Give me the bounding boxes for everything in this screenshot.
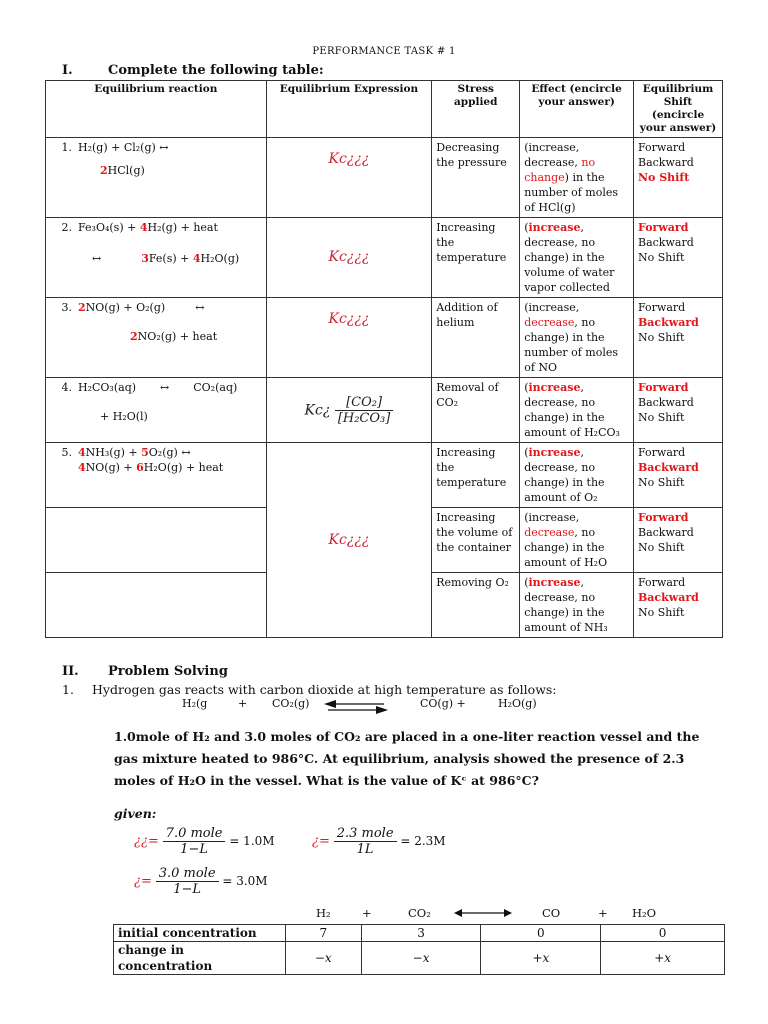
effect-cell: (increase, decrease, no change) in the number of moles of NO [520, 298, 634, 378]
given-h2: ¿¿= $\frac{\text{7.0 mole}}{1-L}$ = 1.0M [134, 826, 275, 857]
header-reaction: Equilibrium reaction [46, 81, 267, 138]
equation-plus: + [238, 697, 248, 710]
section-instruction: Complete the following table: [108, 63, 324, 78]
given-h2o: ¿= $\frac{\text{2.3 mole}}{1L}$ = 2.3M [312, 826, 446, 857]
problem-number: 1. [62, 682, 74, 697]
table-row [46, 218, 723, 298]
shift-cell: Forward Backward No Shift [634, 218, 723, 298]
header-shift: Equilibrium Shift (encircle your answer) [634, 81, 723, 138]
expression-cell: Kc¿ $\frac{\text{[CO₂]}}{\text{[H₂CO₃]}}$ [266, 378, 432, 443]
given-label: given: [114, 806, 157, 821]
equation-co: CO(g) + [420, 697, 466, 710]
table-header-row [46, 81, 723, 138]
stress-cell: Decreasing the pressure [432, 138, 520, 218]
shift-cell: Forward Backward No Shift [634, 573, 723, 638]
section2-number: II. [62, 664, 79, 679]
effect-cell: (increase, decrease, no change) in the amount of H₂O [520, 508, 634, 573]
stress-cell: Addition of helium [432, 298, 520, 378]
double-arrow-icon [452, 908, 514, 918]
equation-co2: CO₂(g) [272, 697, 310, 710]
section-number: I. [62, 63, 73, 78]
table-row: initial concentration 7 3 0 0 [114, 925, 725, 942]
header-expression: Equilibrium Expression [266, 81, 432, 138]
equilibrium-arrow-icon [322, 699, 390, 715]
reaction-cell: 4. H₂CO₃(aq) ↔ CO₂(aq) + H₂O(l) [46, 378, 267, 443]
ice-co2: CO₂ [408, 906, 431, 920]
reaction-cell: 2. Fe₃O₄(s) + 4H₂(g) + heat ↔ 3Fe(s) + 4H₂O(g) [46, 218, 267, 298]
ice-plus: + [362, 906, 372, 920]
header-stress: Stress applied [432, 81, 520, 138]
equilibrium-table [45, 80, 723, 638]
table-row [46, 443, 723, 508]
ice-table [113, 924, 725, 975]
table-row [46, 298, 723, 378]
shift-cell: Forward Backward No Shift [634, 298, 723, 378]
table-row: change in concentration −x −x +x +x [114, 942, 725, 975]
shift-cell: Forward Backward No Shift [634, 378, 723, 443]
reaction-cell: 3. 2NO(g) + O₂(g) ↔ 2NO₂(g) + heat [46, 298, 267, 378]
stress-cell: Removal of CO₂ [432, 378, 520, 443]
stress-cell: Increasing the temperature [432, 443, 520, 508]
shift-cell: Forward Backward No Shift [634, 443, 723, 508]
table-row [46, 378, 723, 443]
reaction-cell-empty [46, 573, 267, 638]
effect-cell: (increase, decrease, no change) in the number of moles of HCl(g) [520, 138, 634, 218]
ice-co: CO [542, 906, 561, 920]
reaction-cell: 5. 4NH₃(g) + 5O₂(g) ↔ 4NO(g) + 6H₂O(g) + heat [46, 443, 267, 508]
page-title: PERFORMANCE TASK # 1 [312, 46, 456, 57]
shift-cell: Forward Backward No Shift [634, 508, 723, 573]
table-row [46, 138, 723, 218]
shift-cell: Forward Backward No Shift [634, 138, 723, 218]
problem-statement: 1.0mole of H₂ and 3.0 moles of CO₂ are placed in a one-liter reaction vessel and the gas mixture heated to 986°C. At equilibrium, analysis showed the presence of 2.3 moles of H₂O in the vessel. What is the value of Kᶜ at 986°C? [114, 729, 700, 788]
effect-cell: (increase, decrease, no change) in the amount of H₂CO₃ [520, 378, 634, 443]
expression-cell: Kc¿¿¿ [266, 218, 432, 298]
stress-cell: Increasing the temperature [432, 218, 520, 298]
problem-intro: Hydrogen gas reacts with carbon dioxide at high temperature as follows: [92, 682, 557, 697]
effect-cell: (increase, decrease, no change) in the amount of O₂ [520, 443, 634, 508]
equation-h2o: H₂O(g) [498, 697, 537, 710]
ice-h2o: H₂O [632, 906, 657, 920]
section2-title: Problem Solving [108, 664, 228, 679]
stress-cell: Increasing the volume of the container [432, 508, 520, 573]
kc-fraction: $\frac{\text{[CO₂]}}{\text{[H₂CO₃]}}$ [335, 395, 394, 426]
effect-cell: (increase, decrease, no change) in the volume of water vapor collected [520, 218, 634, 298]
expression-cell: Kc¿¿¿ [266, 443, 432, 638]
expression-cell: Kc¿¿¿ [266, 298, 432, 378]
reaction-cell-empty [46, 508, 267, 573]
expression-cell: Kc¿¿¿ [266, 138, 432, 218]
reaction-cell: 1. H₂(g) + Cl₂(g) ↔ 2HCl(g) [46, 138, 267, 218]
effect-cell: (increase, decrease, no change) in the amount of NH₃ [520, 573, 634, 638]
ice-plus2: + [598, 906, 608, 920]
stress-cell: Removing O₂ [432, 573, 520, 638]
header-effect: Effect (encircle your answer) [520, 81, 634, 138]
ice-h2: H₂ [316, 906, 331, 920]
equation-h2: H₂(g [182, 697, 208, 710]
given-co2: ¿= $\frac{\text{3.0 mole}}{1-L}$ = 3.0M [134, 866, 268, 897]
